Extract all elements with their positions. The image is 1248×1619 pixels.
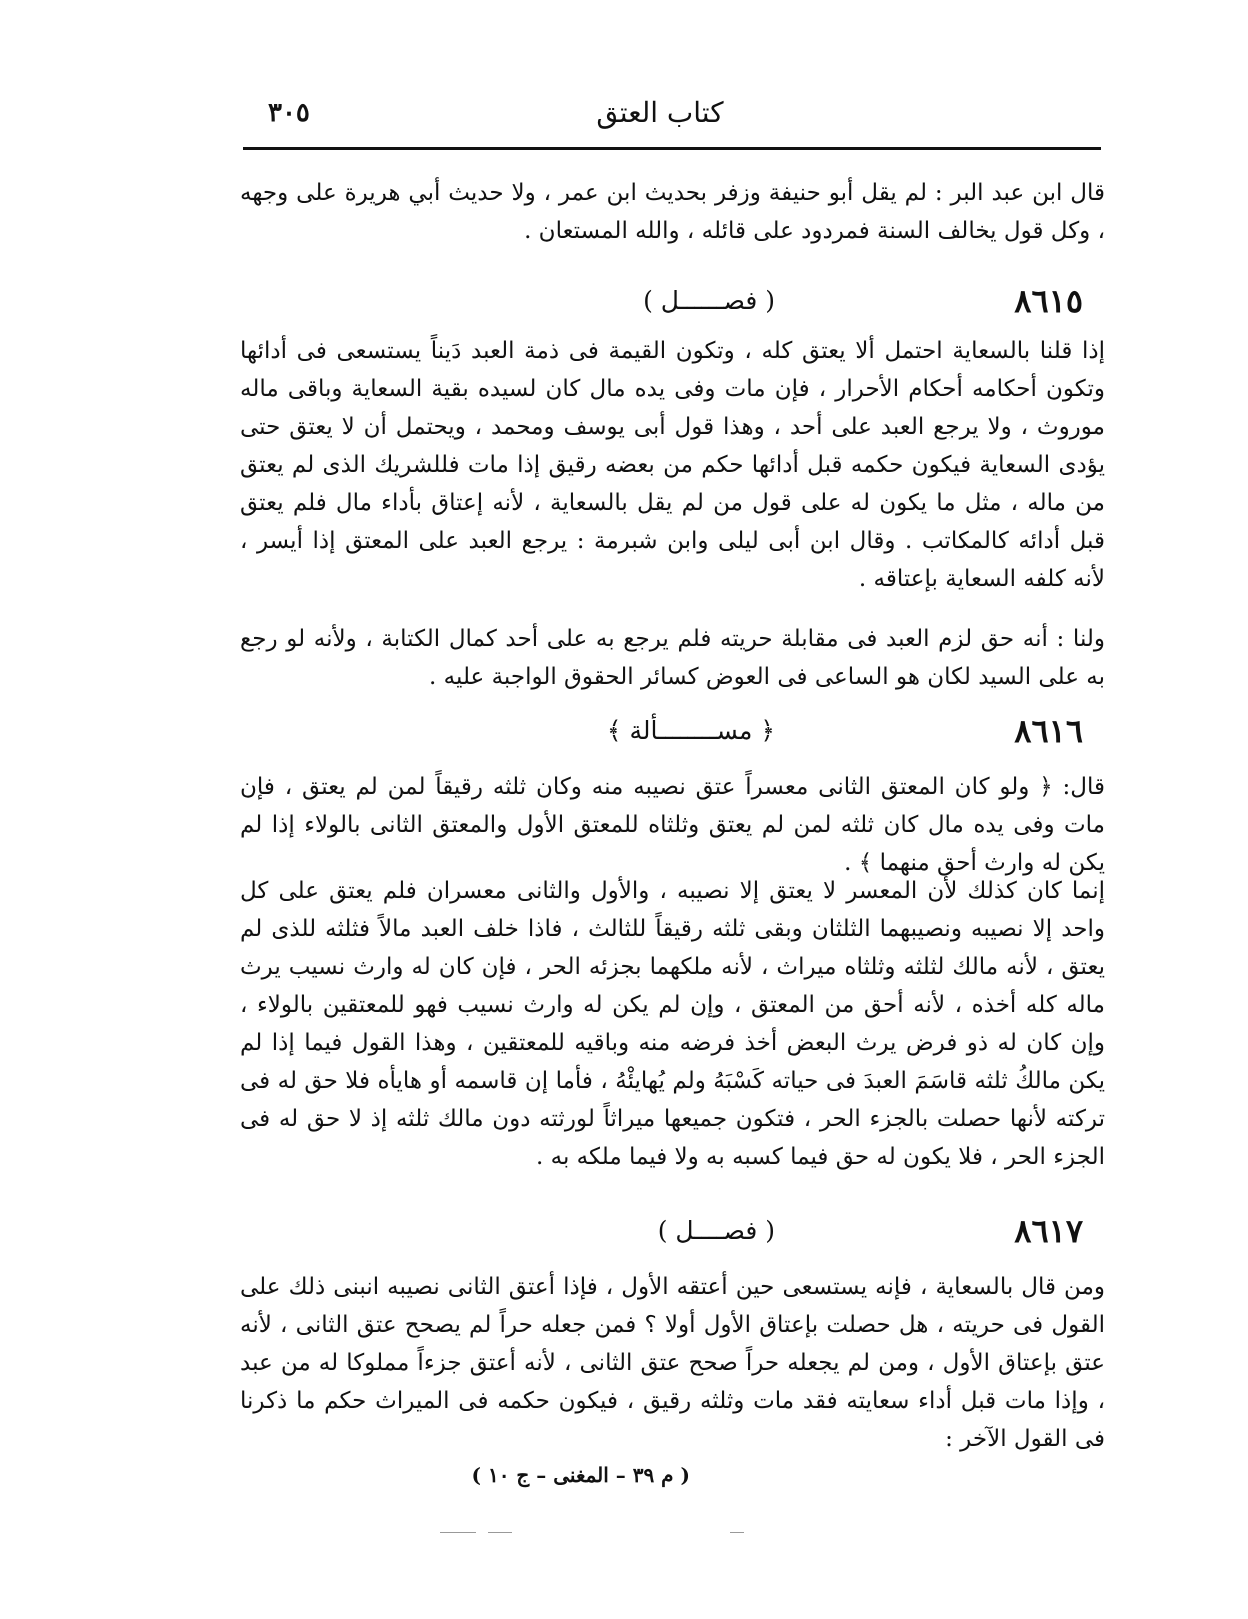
- paragraph-5: إنما كان كذلك لأن المعسر لا يعتق إلا نصيبه ، والأول والثانى معسران فلم يعتق على كل واحد إلا نصيبه ونصيبهما الثلثان وبقى ثلثه رقيقاً للثالث ، فاذا خلف العبد مالاً فثلثه للذى لم يعتق ، لأنه مالك لثلثه وثلثاه ميراث ، لأنه ملكهما بجزئه الحر ، فإن كان له وارث نسيب يرث ماله كله أخذه ، لأنه أحق من المعتق ، وإن لم يكن له وارث نسيب فهو للمعتقين بالولاء ، وإن كان له ذو فرض يرث البعض أخذ فرضه منه وباقيه للمعتقين ، وهذا القول فيما إذا لم يكن مالكُ ثلثه قاسَمَ العبدَ فى حياته كَسْبَهُ ولم يُهايئْهُ ، فأما إن قاسمه أو هايأه فلا حق له فى تركته لأنها حصلت بالجزء الحر ، فتكون جميعها ميراثاً لورثته دون مالك ثلثه إذ لا حق له فى الجزء الحر ، فلا يكون له حق فيما كسبه به ولا فيما ملكه به .: [240, 878, 1105, 1170]
- paragraph-6: ومن قال بالسعاية ، فإنه يستسعى حين أعتقه الأول ، فإذا أعتق الثانى نصيبه انبنى ذلك على القول فى حريته ، هل حصلت بإعتاق الأول أولا ؟ فمن جعله حراً لم يصحح عتق الثانى ، لأنه عتق بإعتاق الأول ، ومن لم يجعله حراً صحح عتق الثانى ، لأنه أعتق جزءاً مملوكا له من عبد ، وإذا مات قبل أداء سعايته فقد مات وثلثه رقيق ، فيكون حكمه فى الميراث حكم ما ذكرنا فى القول الآخر :: [240, 1274, 1105, 1452]
- section-number: ٨٦١٥: [1014, 282, 1083, 320]
- section-title: ( فصــــــل ): [643, 286, 775, 315]
- section-title: ( فصــــل ): [657, 1216, 775, 1245]
- paragraph-2: إذا قلنا بالسعاية احتمل ألا يعتق كله ، وتكون القيمة فى ذمة العبد دَيناً يستسعى فى أدائها وتكون أحكامه أحكام الأحرار ، فإن مات وفى يده مال كان لسيده بقية السعاية وباقى ماله موروث ، ولا يرجع العبد على أحد ، وهذا قول أبى يوسف ومحمد ، ويحتمل أن لا يعتق حتى يؤدى السعاية فيكون حكمه قبل أدائها حكم من بعضه رقيق إذا مات فللشريك الذى لم يعتق من ماله ، مثل ما يكون له على قول من لم يقل بالسعاية ، لأنه إعتاق بأداء مال فلم يعتق قبل أدائه كالمكاتب . وقال ابن أبى ليلى وابن شبرمة : يرجع العبد على المعتق إذا أيسر ، لأنه كلفه السعاية بإعتاقه .: [240, 338, 1106, 592]
- running-title: كتاب العتق: [596, 96, 724, 129]
- paragraph-3: ولنا : أنه حق لزم العبد فى مقابلة حريته فلم يرجع به على أحد كمال الكتابة ، ولأنه لو رجع به على السيد لكان هو الساعى فى العوض كسائر الحقوق الواجبة عليه .: [240, 626, 1105, 690]
- section-title: ﴿ مســــــــألة ﴾: [606, 716, 775, 745]
- section-heading-8616: [240, 712, 1105, 758]
- section-number: ٨٦١٧: [1014, 1212, 1083, 1250]
- scan-mark: [730, 1532, 744, 1533]
- section-number: ٨٦١٦: [1014, 712, 1083, 750]
- scan-mark: [440, 1532, 476, 1533]
- paragraph-4: قال: ﴿ ولو كان المعتق الثانى معسراً عتق نصيبه منه وكان ثلثه رقيقاً لمن لم يعتق ، فإن مات وفى يده مال كان ثلثه لمن لم يعتق وثلثاه للمعتق الأول والمعتق الثانى بالولاء إذا لم يكن له وارث أحق منهما ﴾ .: [240, 774, 1105, 876]
- section-heading-8617: [240, 1212, 1105, 1258]
- page-number: ٣٠٥: [268, 98, 310, 128]
- section-heading-8615: [240, 282, 1105, 328]
- header-rule: [243, 147, 1101, 150]
- footnote-signature: ( م ٣٩ – المغنى – ج ١٠ ): [471, 1463, 690, 1487]
- paragraph-1: قال ابن عبد البر : لم يقل أبو حنيفة وزفر بحديث ابن عمر ، ولا حديث أبي هريرة على وجهه ، وكل قول يخالف السنة فمردود على قائله ، والله المستعان .: [240, 180, 1105, 244]
- scan-mark: [488, 1532, 512, 1533]
